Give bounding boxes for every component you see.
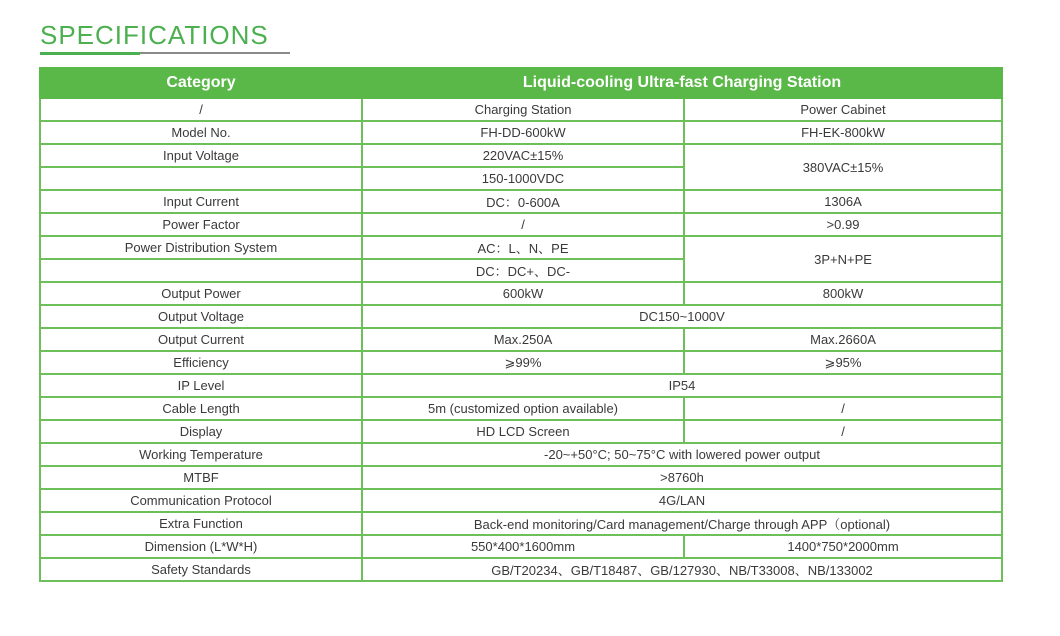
cabinet-cell: Power Cabinet <box>684 98 1002 121</box>
title-underline <box>40 52 290 54</box>
station-cell: 550*400*1600mm <box>362 535 684 558</box>
station-cell: ⩾99% <box>362 351 684 374</box>
merged-value-cell: Back-end monitoring/Card management/Charge through APP（optional) <box>362 512 1002 535</box>
merged-value-cell: -20~+50°C; 50~75°C with lowered power output <box>362 443 1002 466</box>
merged-value-cell: 4G/LAN <box>362 489 1002 512</box>
specifications-table <box>39 67 1003 582</box>
row-label: Working Temperature <box>40 443 362 466</box>
cabinet-cell: FH-EK-800kW <box>684 121 1002 144</box>
row-label: Communication Protocol <box>40 489 362 512</box>
table-row <box>40 328 1002 351</box>
row-label: Efficiency <box>40 351 362 374</box>
cabinet-cell: Max.2660A <box>684 328 1002 351</box>
cabinet-cell: 800kW <box>684 282 1002 305</box>
merged-value-cell: >8760h <box>362 466 1002 489</box>
table-row <box>40 443 1002 466</box>
row-label: Extra Function <box>40 512 362 535</box>
table-row <box>40 374 1002 397</box>
cabinet-cell: / <box>684 397 1002 420</box>
page-title: SPECIFICATIONS <box>40 20 269 50</box>
cabinet-cell: >0.99 <box>684 213 1002 236</box>
station-cell: Max.250A <box>362 328 684 351</box>
merged-value-cell: IP54 <box>362 374 1002 397</box>
cabinet-cell: 1306A <box>684 190 1002 213</box>
station-cell: 600kW <box>362 282 684 305</box>
station-cell: FH-DD-600kW <box>362 121 684 144</box>
merged-value-cell: DC150~1000V <box>362 305 1002 328</box>
table-row <box>40 236 1002 259</box>
row-label-empty <box>40 259 362 282</box>
header-category: Category <box>40 68 362 98</box>
row-label: IP Level <box>40 374 362 397</box>
row-label: Display <box>40 420 362 443</box>
row-label: Output Voltage <box>40 305 362 328</box>
row-label: / <box>40 98 362 121</box>
table-row <box>40 466 1002 489</box>
table-row <box>40 190 1002 213</box>
table-row <box>40 512 1002 535</box>
row-label: Power Distribution System <box>40 236 362 259</box>
title-underline-accent <box>40 52 140 55</box>
cabinet-cell: 1400*750*2000mm <box>684 535 1002 558</box>
station-cell: / <box>362 213 684 236</box>
station-cell: AC：L、N、PE <box>362 236 684 259</box>
station-cell: HD LCD Screen <box>362 420 684 443</box>
cabinet-cell: 3P+N+PE <box>684 236 1002 282</box>
table-row <box>40 558 1002 581</box>
row-label: Input Voltage <box>40 144 362 167</box>
table-header-row <box>40 68 1002 98</box>
merged-value-cell: GB/T20234、GB/T18487、GB/127930、NB/T33008、NB/133002 <box>362 558 1002 581</box>
row-label-empty <box>40 167 362 190</box>
station-cell: 220VAC±15% <box>362 144 684 167</box>
row-label: Output Power <box>40 282 362 305</box>
table-row <box>40 351 1002 374</box>
table-row <box>40 213 1002 236</box>
header-product: Liquid-cooling Ultra-fast Charging Station <box>362 68 1002 98</box>
row-label: Power Factor <box>40 213 362 236</box>
row-label: Safety Standards <box>40 558 362 581</box>
table-row <box>40 397 1002 420</box>
table-row <box>40 98 1002 121</box>
row-label: Output Current <box>40 328 362 351</box>
row-label: MTBF <box>40 466 362 489</box>
row-label: Dimension (L*W*H) <box>40 535 362 558</box>
table-row <box>40 144 1002 167</box>
cabinet-cell: 380VAC±15% <box>684 144 1002 190</box>
station-cell: 5m (customized option available) <box>362 397 684 420</box>
table-row <box>40 420 1002 443</box>
station-cell: DC：DC+、DC- <box>362 259 684 282</box>
table-row <box>40 282 1002 305</box>
station-cell: 150-1000VDC <box>362 167 684 190</box>
row-label: Cable Length <box>40 397 362 420</box>
cabinet-cell: ⩾95% <box>684 351 1002 374</box>
row-label: Input Current <box>40 190 362 213</box>
table-row <box>40 305 1002 328</box>
table-row <box>40 489 1002 512</box>
station-cell: Charging Station <box>362 98 684 121</box>
table-row <box>40 121 1002 144</box>
station-cell: DC：0-600A <box>362 190 684 213</box>
row-label: Model No. <box>40 121 362 144</box>
cabinet-cell: / <box>684 420 1002 443</box>
table-row <box>40 535 1002 558</box>
